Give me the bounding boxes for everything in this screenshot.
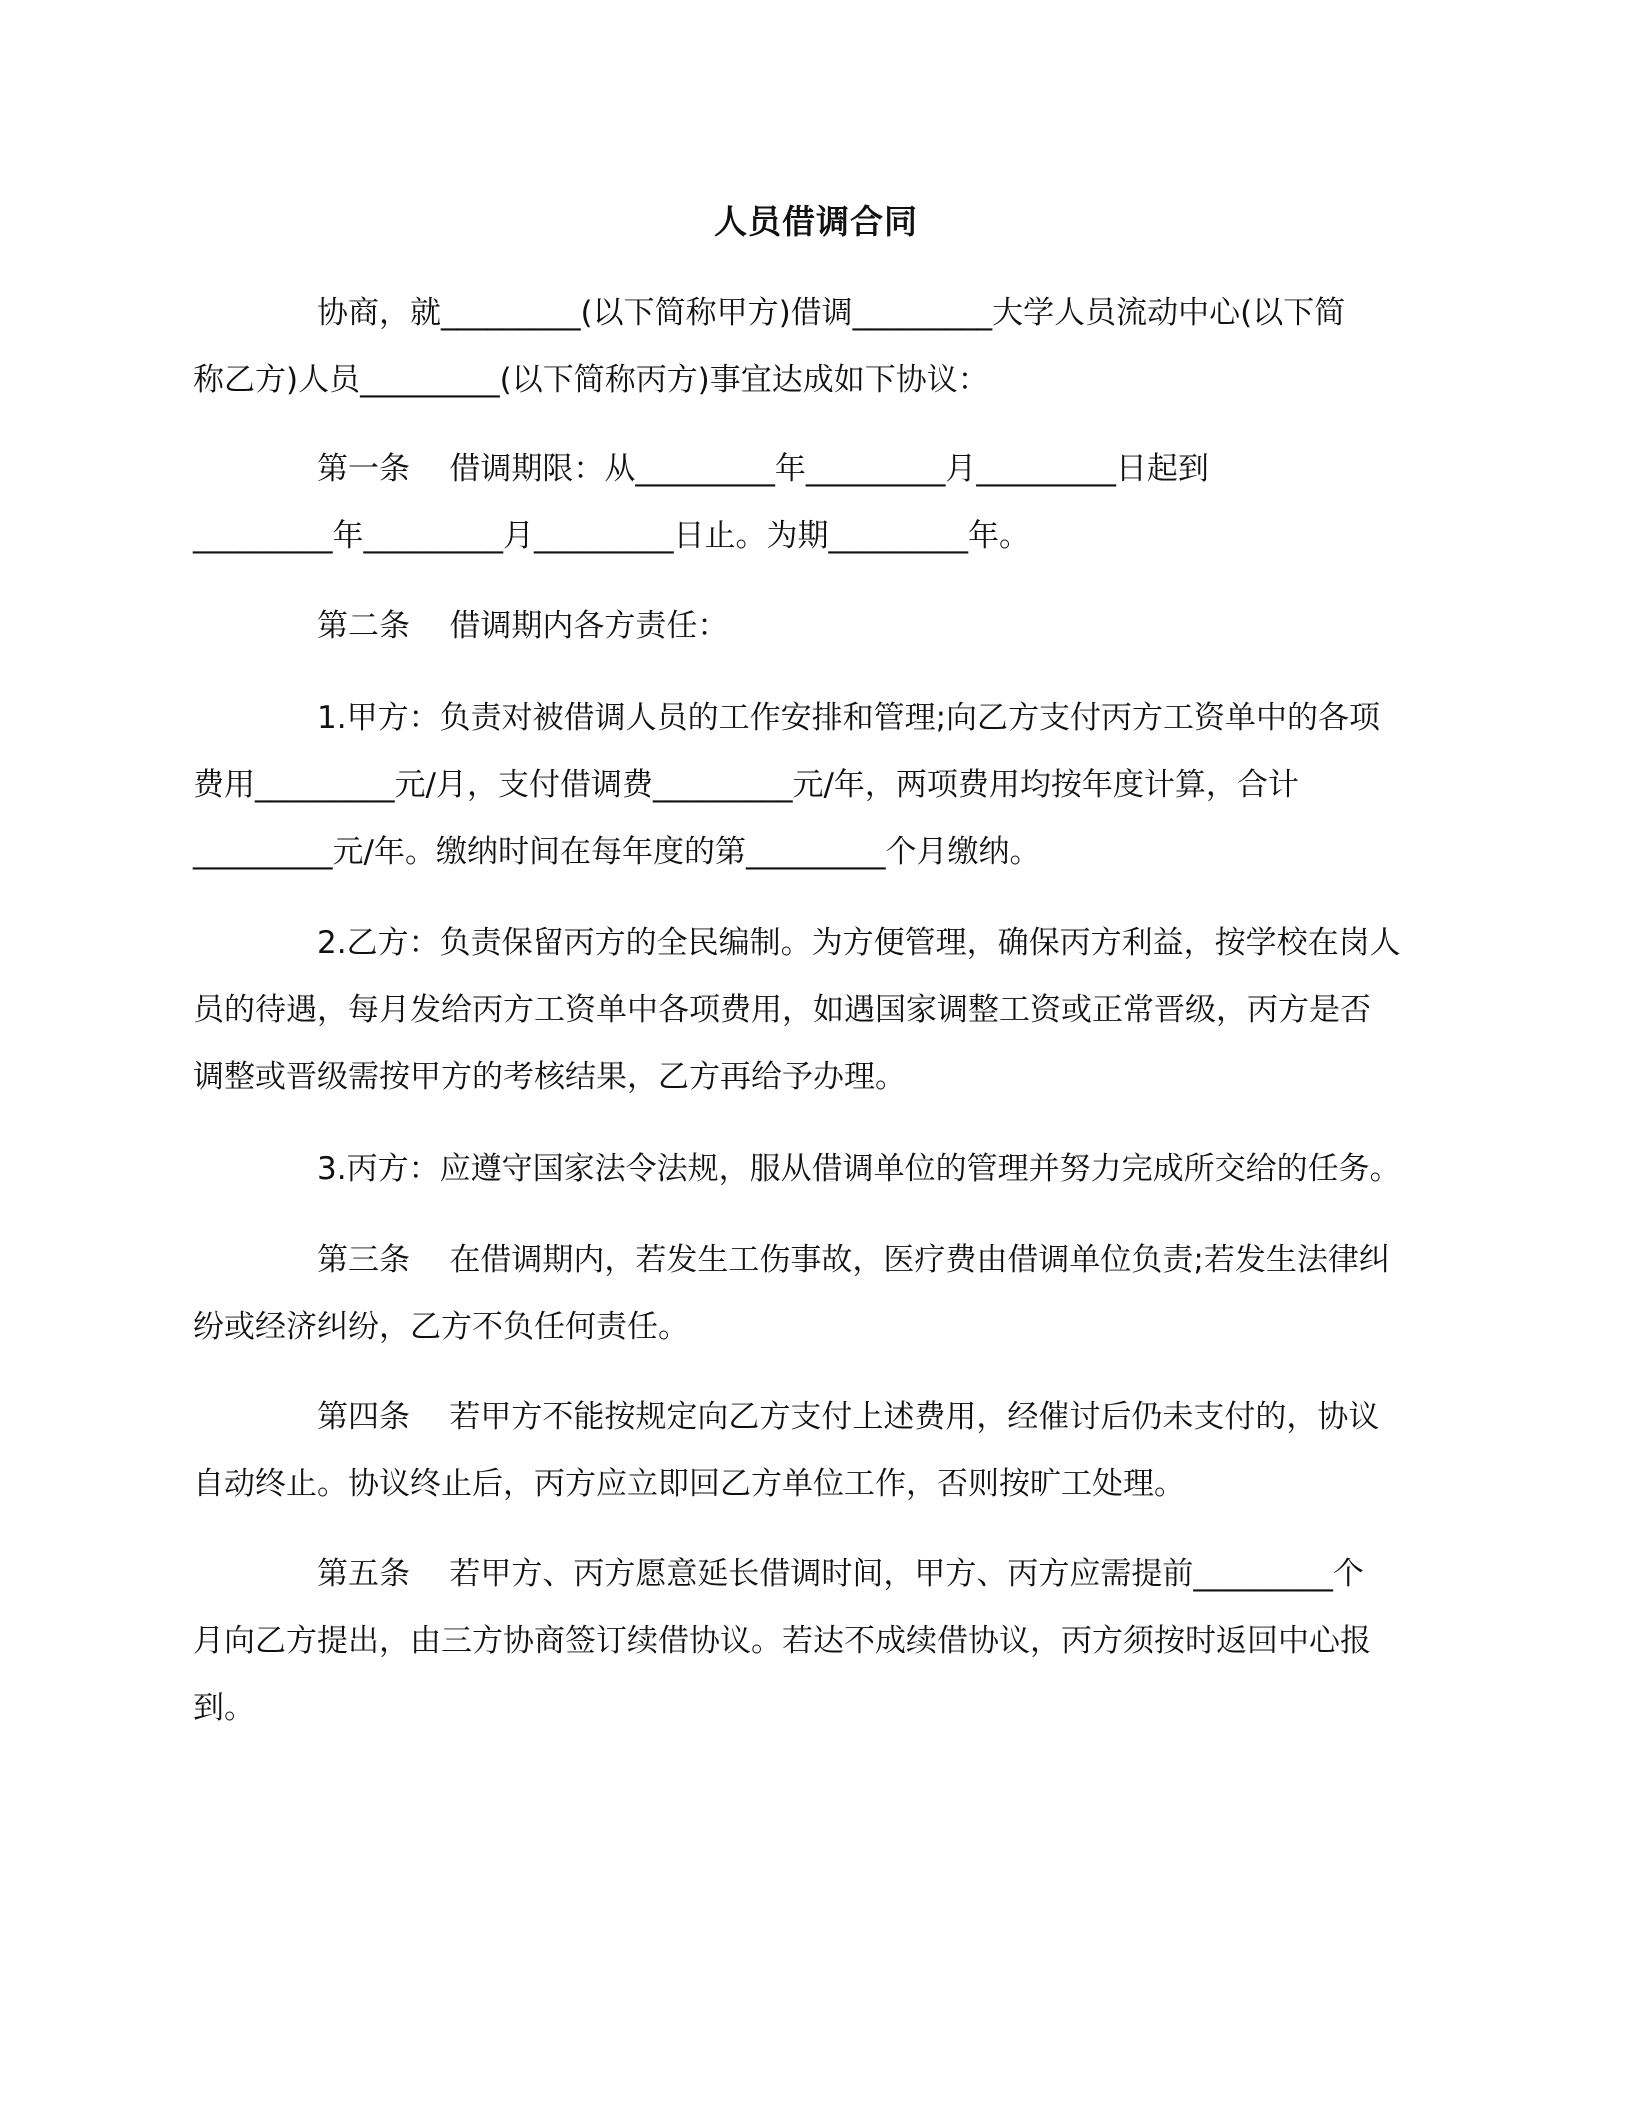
text-line: 自动终止。协议终止后，丙方应立即回乙方单位工作，否则按旷工处理。 xyxy=(193,1466,1185,1502)
text-line: 2.乙方：负责保留丙方的全民编制。为方便管理，确保丙方利益，按学校在岗人 xyxy=(317,925,1401,961)
text-line: 第一条 借调期限：从_________年_________月_________日起到 xyxy=(317,451,1209,487)
text-line: 月向乙方提出，由三方协商签订续借协议。若达不成续借协议，丙方须按时返回中心报 xyxy=(193,1623,1371,1659)
text-line: 称乙方)人员_________(以下简称丙方)事宜达成如下协议： xyxy=(193,362,989,398)
paragraph-article-2-2 xyxy=(193,910,1433,1111)
text-line: 费用_________元/月，支付借调费_________元/年，两项费用均按年度计算，合计 xyxy=(193,767,1299,803)
paragraph-article-1 xyxy=(193,436,1433,570)
paragraph-article-2-3 xyxy=(193,1136,1433,1203)
text-line: 到。 xyxy=(193,1690,255,1726)
text-line: 第二条 借调期内各方责任： xyxy=(317,608,729,644)
text-line: 员的待遇，每月发给丙方工资单中各项费用，如遇国家调整工资或正常晋级，丙方是否 xyxy=(193,992,1371,1028)
paragraph-article-2 xyxy=(193,593,1433,660)
paragraph-intro xyxy=(193,280,1433,414)
text-line: _________年_________月_________日止。为期_________年。 xyxy=(193,518,1030,554)
text-line: 第四条 若甲方不能按规定向乙方支付上述费用，经催讨后仍未支付的，协议 xyxy=(317,1399,1380,1435)
text-line: 第三条 在借调期内，若发生工伤事故，医疗费由借调单位负责;若发生法律纠 xyxy=(317,1242,1390,1278)
text-line: 第五条 若甲方、丙方愿意延长借调时间，甲方、丙方应需提前_________个 xyxy=(317,1556,1364,1592)
text-line: _________元/年。缴纳时间在每年度的第_________个月缴纳。 xyxy=(193,834,1041,870)
text-line: 3.丙方：应遵守国家法令法规，服从借调单位的管理并努力完成所交给的任务。 xyxy=(317,1151,1401,1187)
paragraph-article-5 xyxy=(193,1541,1433,1742)
text-line: 1.甲方：负责对被借调人员的工作安排和管理;向乙方支付丙方工资单中的各项 xyxy=(317,700,1381,736)
paragraph-article-4 xyxy=(193,1384,1433,1518)
text-line: 纷或经济纠纷，乙方不负任何责任。 xyxy=(193,1309,689,1345)
document-title: 人员借调合同 xyxy=(714,202,918,241)
paragraph-article-2-1 xyxy=(193,685,1433,886)
text-line: 调整或晋级需按甲方的考核结果，乙方再给予办理。 xyxy=(193,1059,906,1095)
text-line: 协商，就_________(以下简称甲方)借调_________大学人员流动中心(以下简 xyxy=(317,295,1346,331)
paragraph-article-3 xyxy=(193,1227,1433,1361)
